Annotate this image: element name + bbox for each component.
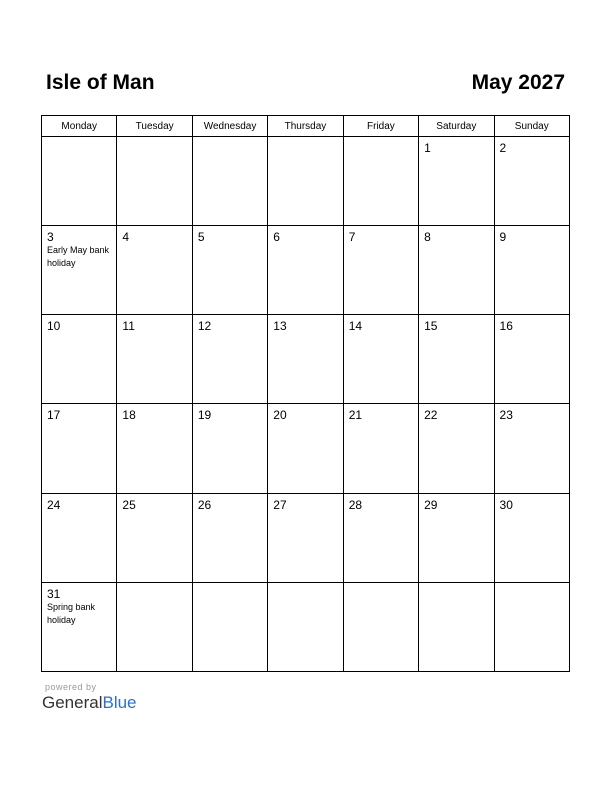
week-row: [42, 493, 570, 582]
day-number: 2: [499, 141, 507, 155]
day-number: 23: [499, 408, 513, 423]
day-number: 15: [424, 319, 438, 334]
day-cell: [494, 226, 569, 315]
day-cell: [117, 404, 192, 493]
day-number: 13: [273, 319, 287, 334]
powered-by-label: powered by: [45, 682, 97, 692]
empty-day-cell: [494, 582, 569, 671]
month-title: May 2027: [471, 71, 565, 94]
week-row: [42, 137, 570, 226]
week-row: [42, 226, 570, 315]
day-cell: [192, 226, 267, 315]
day-cell: [494, 493, 569, 582]
day-cell: [42, 226, 117, 315]
holiday-label: Spring bank holiday: [47, 601, 96, 625]
day-cell: [192, 404, 267, 493]
day-cell: [117, 226, 192, 315]
day-number: 17: [47, 408, 61, 423]
day-number: 14: [348, 319, 363, 334]
weekday-header-friday: Friday: [343, 116, 418, 137]
weekday-header-saturday: Saturday: [419, 116, 494, 137]
day-number: 27: [273, 497, 287, 512]
day-number: 6: [273, 230, 280, 245]
weekday-header-thursday: Thursday: [268, 116, 343, 137]
empty-day-cell: [268, 582, 343, 671]
day-number: 25: [122, 497, 136, 512]
empty-day-cell: [117, 137, 192, 226]
day-cell: [42, 404, 117, 493]
day-number: 11: [122, 319, 135, 334]
day-cell: [268, 315, 343, 404]
day-cell: [192, 315, 267, 404]
day-number: 30: [499, 497, 513, 512]
day-number: 24: [47, 497, 61, 512]
empty-day-cell: [117, 582, 192, 671]
day-number: 4: [122, 230, 130, 245]
calendar-body: [42, 137, 570, 672]
day-cell: [419, 137, 494, 226]
day-cell: [419, 226, 494, 315]
day-number: 29: [424, 497, 438, 512]
day-number: 3: [47, 230, 54, 245]
day-number: 18: [122, 408, 136, 423]
empty-day-cell: [192, 582, 267, 671]
day-number: 20: [273, 408, 287, 423]
day-cell: [343, 493, 418, 582]
holiday-label: Early May bank holiday: [47, 245, 110, 269]
day-number: 19: [197, 408, 212, 423]
day-cell: [42, 315, 117, 404]
day-number: 21: [348, 408, 363, 423]
day-cell: [419, 404, 494, 493]
region-title: Isle of Man: [46, 71, 155, 94]
empty-day-cell: [419, 582, 494, 671]
week-row: [42, 315, 570, 404]
empty-day-cell: [42, 137, 117, 226]
day-cell: [268, 404, 343, 493]
empty-day-cell: [343, 137, 418, 226]
day-cell: [268, 226, 343, 315]
day-number: 31: [47, 586, 61, 601]
weekday-header-monday: Monday: [42, 116, 117, 137]
day-cell: [343, 404, 418, 493]
day-cell: [192, 493, 267, 582]
day-number: 10: [47, 319, 61, 334]
day-cell: [117, 493, 192, 582]
day-number: 1: [424, 141, 431, 155]
brand-logo-blue: Blue: [102, 693, 137, 712]
empty-day-cell: [192, 137, 267, 226]
day-cell: [494, 315, 569, 404]
day-number: 28: [348, 497, 363, 512]
calendar-grid: [41, 115, 570, 672]
day-cell: [494, 404, 569, 493]
day-cell: [419, 315, 494, 404]
brand-logo-general: General: [42, 693, 103, 712]
day-cell: [42, 493, 117, 582]
day-cell: [343, 315, 418, 404]
day-cell: [117, 315, 192, 404]
day-cell: [419, 493, 494, 582]
day-number: 9: [499, 230, 507, 245]
day-number: 12: [197, 319, 212, 334]
weekday-header-wednesday: Wednesday: [192, 116, 267, 137]
day-number: 26: [197, 497, 212, 512]
day-cell: [343, 226, 418, 315]
day-number: 5: [197, 230, 205, 245]
brand-logo[interactable]: [42, 693, 137, 713]
day-number: 7: [348, 230, 356, 245]
weekday-header-row: [42, 116, 570, 137]
empty-day-cell: [343, 582, 418, 671]
day-number: 22: [424, 408, 438, 423]
weekday-header-tuesday: Tuesday: [117, 116, 192, 137]
weekday-header-sunday: Sunday: [494, 116, 569, 137]
day-cell: [494, 137, 569, 226]
day-number: 8: [424, 230, 431, 245]
week-row: [42, 582, 570, 671]
day-cell: [268, 493, 343, 582]
day-number: 16: [499, 319, 513, 334]
day-cell: [42, 582, 117, 671]
empty-day-cell: [268, 137, 343, 226]
week-row: [42, 404, 570, 493]
